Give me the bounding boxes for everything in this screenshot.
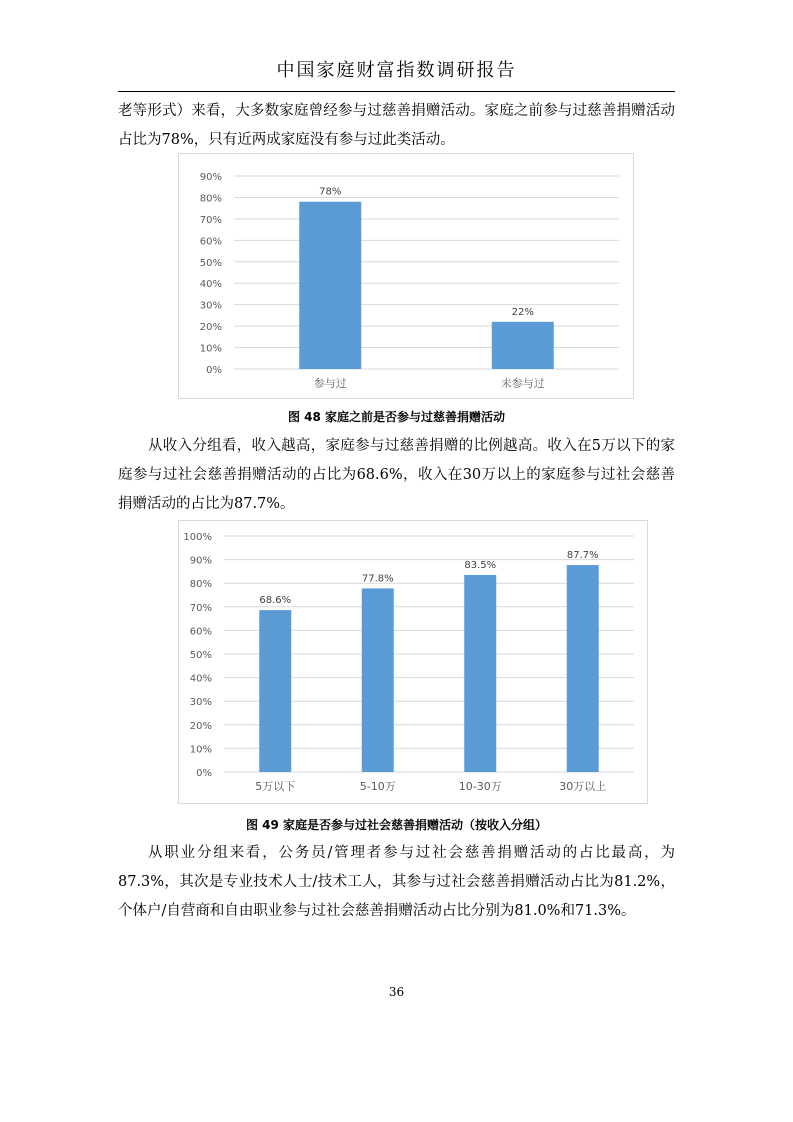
chart-48 bbox=[178, 153, 634, 399]
paragraph-2: 从收入分组看，收入越高，家庭参与过慈善捐赠的比例越高。收入在5万以下的家庭参与过社会慈善捐赠活动的占比为68.6%，收入在30万以上的家庭参与过社会慈善捐赠活动的占比为87.7%。 bbox=[118, 438, 675, 512]
page-header-title: 中国家庭财富指数调研报告 bbox=[276, 60, 517, 81]
data-label: 77.8% bbox=[361, 573, 394, 585]
chart-48-svg bbox=[179, 154, 633, 398]
bar bbox=[259, 610, 291, 772]
y-tick-label: 70% bbox=[199, 214, 222, 226]
y-tick-label: 20% bbox=[189, 720, 212, 732]
chart-49-svg bbox=[179, 521, 647, 803]
x-tick-label: 5万以下 bbox=[255, 780, 296, 793]
y-tick-label: 70% bbox=[189, 602, 212, 614]
figure-49-caption: 图 49 家庭是否参与过社会慈善捐赠活动（按收入分组） bbox=[245, 818, 548, 832]
x-tick-label: 5-10万 bbox=[359, 780, 396, 793]
bar bbox=[492, 322, 554, 369]
y-tick-label: 10% bbox=[199, 343, 222, 355]
y-tick-label: 90% bbox=[199, 172, 222, 183]
y-tick-label: 40% bbox=[189, 673, 212, 685]
x-tick-label: 未参与过 bbox=[500, 377, 545, 390]
x-tick-label: 30万以上 bbox=[559, 780, 607, 793]
y-tick-label: 60% bbox=[199, 236, 222, 248]
y-tick-label: 60% bbox=[189, 626, 212, 638]
y-tick-label: 50% bbox=[189, 650, 212, 661]
y-tick-label: 0% bbox=[196, 768, 212, 779]
y-tick-label: 50% bbox=[199, 257, 222, 269]
data-label: 22% bbox=[511, 306, 534, 318]
y-tick-label: 0% bbox=[206, 365, 222, 376]
page-number: 36 bbox=[388, 985, 405, 999]
data-label: 78% bbox=[319, 186, 342, 198]
header-rule bbox=[118, 91, 675, 92]
x-tick-label: 参与过 bbox=[313, 377, 347, 390]
chart-49 bbox=[178, 520, 648, 804]
y-tick-label: 30% bbox=[199, 300, 222, 312]
x-tick-label: 10-30万 bbox=[458, 780, 502, 793]
y-tick-label: 40% bbox=[199, 279, 222, 291]
y-tick-label: 80% bbox=[189, 579, 212, 591]
bar bbox=[362, 588, 394, 772]
bar bbox=[464, 575, 496, 772]
bar bbox=[567, 565, 599, 772]
y-tick-label: 100% bbox=[183, 532, 212, 543]
paragraph-1: 老等形式）来看，大多数家庭曾经参与过慈善捐赠活动。家庭之前参与过慈善捐赠活动占比为78%，只有近两成家庭没有参与过此类活动。 bbox=[118, 103, 675, 148]
bar bbox=[299, 202, 361, 369]
figure-48-caption: 图 48 家庭之前是否参与过慈善捐赠活动 bbox=[287, 410, 506, 424]
data-label: 68.6% bbox=[259, 595, 292, 607]
y-tick-label: 90% bbox=[189, 555, 212, 567]
paragraph-3: 从职业分组来看，公务员/管理者参与过社会慈善捐赠活动的占比最高，为87.3%，其次是专业技术人士/技术工人，其参与过社会慈善捐赠活动占比为81.2%，个体户/自营商和自由职业参与过社会慈善捐赠活动占比分别为81.0%和71.3%。 bbox=[118, 845, 675, 919]
y-tick-label: 30% bbox=[189, 697, 212, 709]
data-label: 83.5% bbox=[464, 559, 497, 571]
y-tick-label: 80% bbox=[199, 193, 222, 205]
y-tick-label: 20% bbox=[199, 322, 222, 334]
data-label: 87.7% bbox=[566, 550, 599, 562]
y-tick-label: 10% bbox=[189, 744, 212, 756]
